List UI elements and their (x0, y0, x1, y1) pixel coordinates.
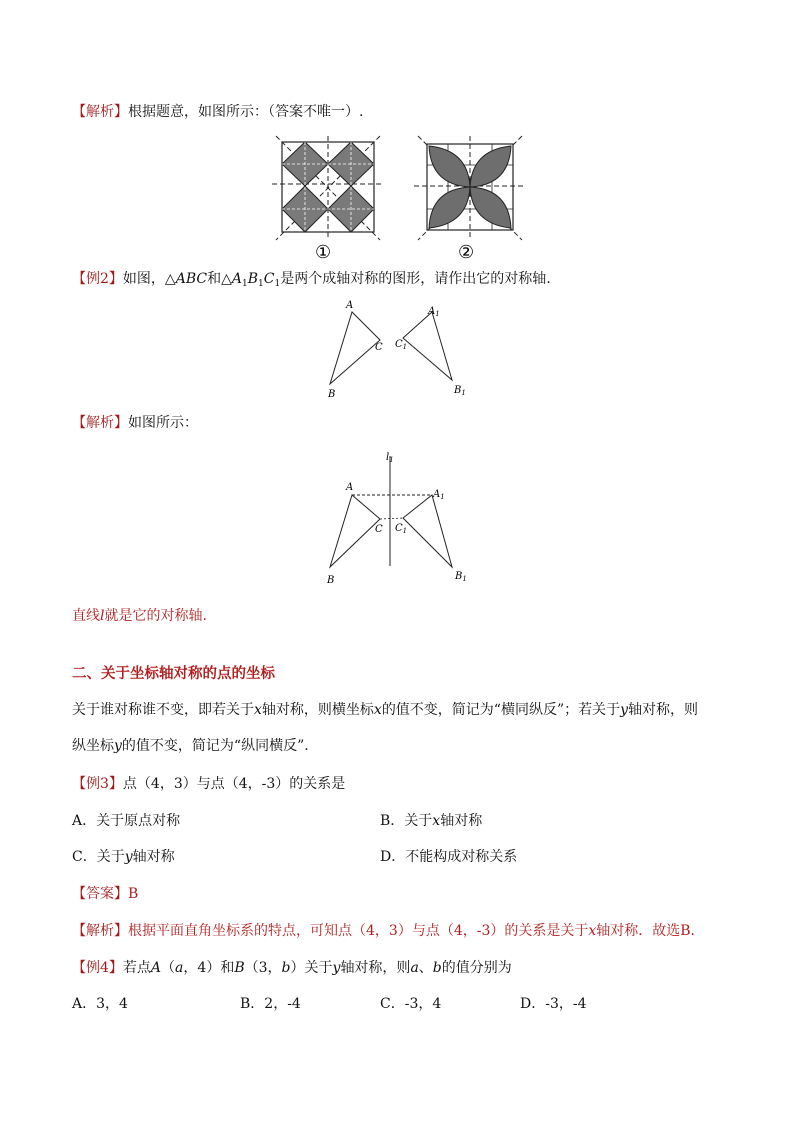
subscript: 1 (241, 279, 248, 289)
vertex-b1: B (247, 271, 259, 287)
label-C: C (375, 342, 383, 353)
label-B1: $B_1$ (454, 385, 466, 397)
ex2-analysis-text: 如图所示： (128, 415, 198, 431)
para-text: 关于谁对称谁不变，即若关于 (72, 702, 254, 718)
ex1-analysis (72, 102, 363, 122)
conclusion-post: 就是它的对称轴. (104, 608, 207, 624)
subscript: 1 (274, 279, 281, 289)
q-text: 若点 (122, 960, 151, 976)
ex2-conclusion (72, 606, 207, 626)
var-x: x (432, 813, 441, 829)
triangles-axis-figure (320, 450, 480, 590)
var-a: a (410, 960, 419, 976)
ex2-question (72, 269, 551, 294)
vertex-a1: A (231, 271, 242, 287)
ex3-analysis (72, 921, 705, 941)
figure-2-label: ② (458, 242, 475, 263)
conclusion-pre: 直线 (72, 608, 100, 624)
analysis-text: 轴对称．故选B． (596, 923, 705, 939)
subscript: 1 (258, 279, 264, 289)
ex2-text-pre: 如图，△ (122, 271, 176, 287)
para-text: 轴对称，则 (628, 702, 699, 718)
label-B1: $B_1$ (455, 571, 467, 583)
triangles-figure (320, 296, 480, 406)
figure-1-label: ① (315, 242, 332, 263)
section-2-para-line2 (72, 736, 309, 756)
para-text: 的值不变，简记为“横同纵反”；若关于 (381, 702, 621, 718)
ex3-option-c (72, 847, 175, 867)
example-tag: 【例3】 (72, 776, 123, 792)
var-x: x (373, 702, 382, 718)
ex3-option-d: D．不能构成对称关系 (380, 849, 518, 865)
para-text: 纵坐标 (72, 738, 114, 754)
q-text: 、 (418, 960, 433, 976)
ex1-analysis-text: 根据题意，如图所示：（答案不唯一）. (128, 104, 364, 120)
point-a: A (150, 960, 162, 976)
para-text: 轴对称，则横坐标 (261, 702, 374, 718)
analysis-text: 根据平面直角坐标系的特点，可知点（4，3）与点（4，-3）的关系是关于 (128, 923, 589, 939)
example-tag: 【例2】 (72, 271, 123, 287)
label-A: A (346, 482, 354, 493)
var-b: b (432, 960, 442, 976)
answer-value: B (128, 886, 139, 902)
label-B: B (328, 389, 336, 400)
para-text: 的值不变，简记为“纵同横反”. (121, 738, 309, 754)
vertex-c1: C (263, 271, 275, 287)
var-y: y (114, 738, 122, 754)
label-C1: $C_1$ (395, 523, 408, 535)
opt-text: B．关于 (380, 813, 433, 829)
opt-text: 轴对称 (440, 813, 483, 829)
ex3-question (72, 774, 345, 794)
line-l: l (100, 608, 105, 624)
example-tag: 【例4】 (72, 960, 123, 976)
q-text: （ (161, 960, 176, 976)
q-text: ，4）和 (183, 960, 235, 976)
ex4-option-b: B．2，-4 (240, 996, 301, 1012)
var-y: y (124, 849, 133, 865)
q-text: （3， (244, 960, 282, 976)
figure-1-square-pattern (272, 136, 384, 263)
ex2-analysis (72, 413, 198, 433)
opt-text: C．关于 (72, 849, 125, 865)
label-B: B (327, 575, 335, 586)
label-A1: $A_1$ (428, 306, 440, 318)
label-C1: $C_1$ (395, 339, 408, 351)
q-text: 的值分别为 (441, 960, 512, 976)
q-text: 轴对称，则 (340, 960, 411, 976)
ex3-answer (72, 884, 138, 904)
var-y: y (620, 702, 629, 718)
analysis-tag: 【解析】 (72, 923, 128, 939)
ex4-option-c: C．-3，4 (380, 996, 442, 1012)
analysis-tag: 【解析】 (72, 104, 128, 120)
ex3-option-a: A．关于原点对称 (72, 813, 181, 829)
label-A1: $A_1$ (433, 489, 445, 501)
analysis-tag: 【解析】 (72, 415, 128, 431)
ex4-option-a: A．3，4 (72, 996, 128, 1012)
ex4-question (72, 958, 512, 978)
q-text: ）关于 (290, 960, 333, 976)
label-axis-l1: $l_1$ (386, 452, 394, 464)
section-2-heading: 二、关于坐标轴对称的点的坐标 (72, 665, 275, 682)
point-b: B (234, 960, 245, 976)
var-b: b (281, 960, 291, 976)
ex3-text: 点（4，3）与点（4，-3）的关系是 (122, 776, 346, 792)
var-x: x (254, 702, 262, 718)
answer-tag: 【答案】 (72, 886, 128, 902)
var-x: x (588, 923, 597, 939)
ex3-option-b (380, 811, 482, 831)
var-a: a (175, 960, 184, 976)
opt-text: 轴对称 (132, 849, 175, 865)
label-A: A (346, 300, 354, 311)
figure-2-petal-pattern (414, 136, 526, 263)
label-C: C (375, 524, 383, 535)
ex4-option-d: D．-3，-4 (520, 996, 587, 1012)
triangle-abc-name: ABC (175, 271, 208, 287)
ex2-text-mid: 和△ (207, 271, 232, 287)
ex2-text-post: 是两个成轴对称的图形，请作出它的对称轴. (280, 271, 551, 287)
section-2-para-line1 (72, 700, 698, 720)
var-y: y (332, 960, 341, 976)
